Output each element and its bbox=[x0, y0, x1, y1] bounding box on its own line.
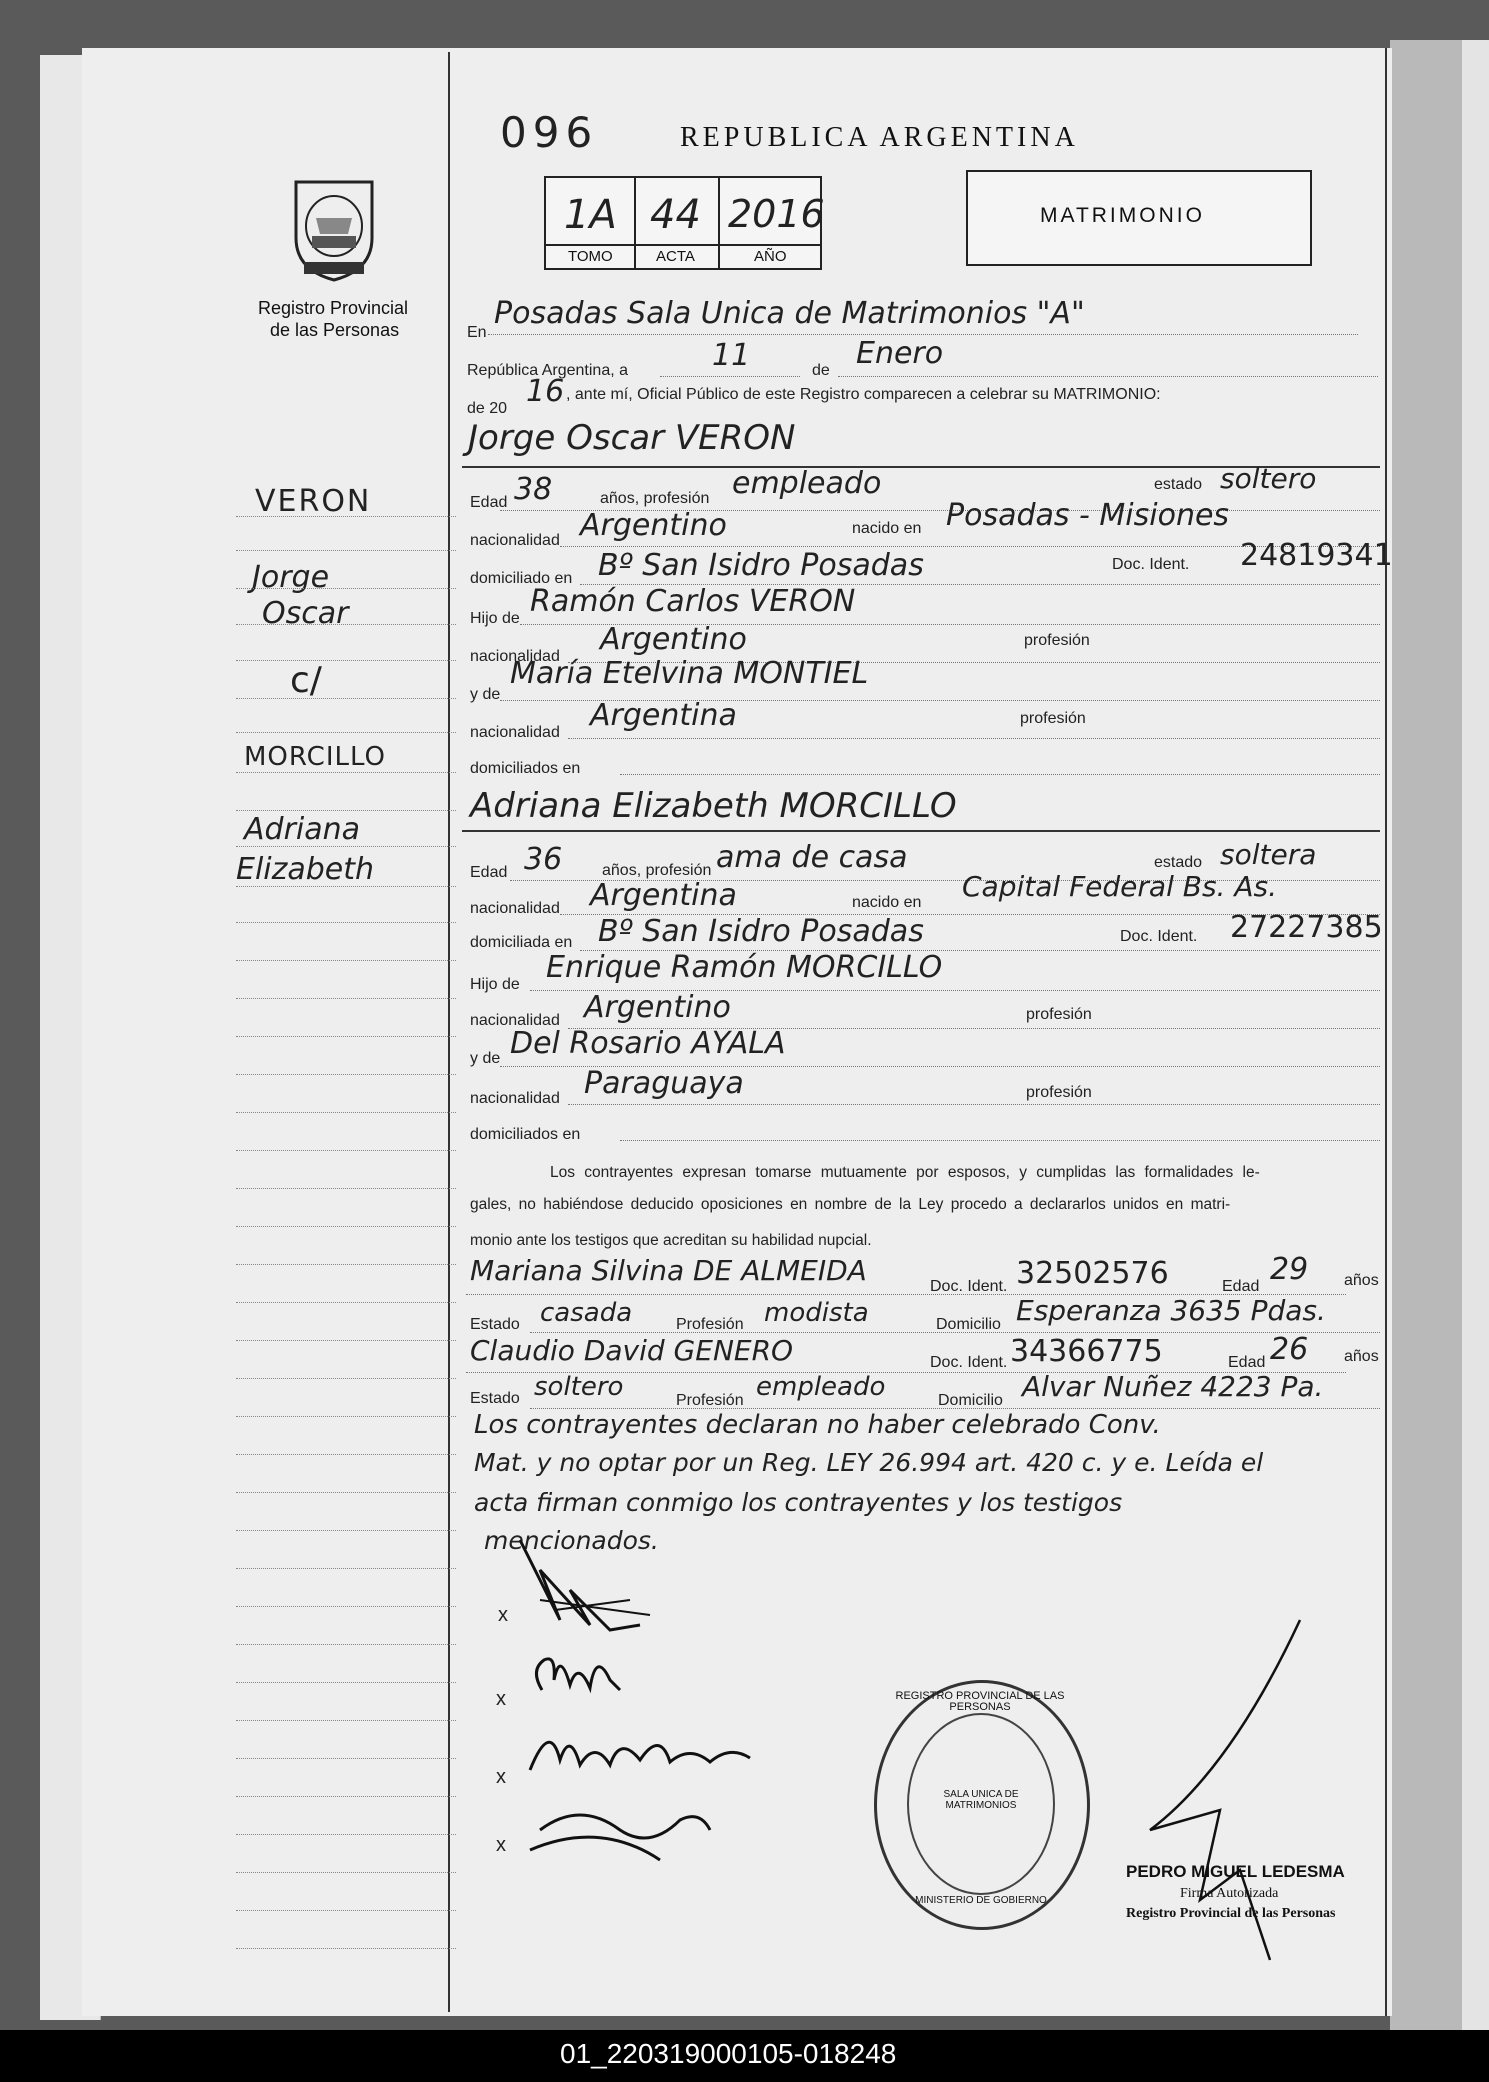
witness-1-profession: modista bbox=[764, 1298, 869, 1328]
groom-mother-profesion-label: profesión bbox=[1020, 710, 1086, 727]
bride-estado-label: estado bbox=[1154, 854, 1203, 871]
groom-edad-label: Edad bbox=[470, 494, 508, 511]
groom-profession: empleado bbox=[732, 466, 882, 501]
signature-mark-2: x bbox=[496, 1688, 506, 1710]
official-title: Firma Autorizada bbox=[1180, 1886, 1279, 1901]
bride-address: Bº San Isidro Posadas bbox=[598, 914, 924, 949]
bride-father-nationality: Argentino bbox=[584, 990, 731, 1025]
intro-place: Posadas Sala Unica de Matrimonios "A" bbox=[494, 296, 1085, 331]
stamp-outer-text: REGISTRO PROVINCIAL DE LAS PERSONAS bbox=[895, 1690, 1065, 1713]
witness-2-doc: 34366775 bbox=[1010, 1334, 1163, 1369]
witness-1-estado-label: Estado bbox=[470, 1316, 520, 1333]
groom-anos-profesion-label: años, profesión bbox=[600, 490, 710, 507]
groom-father: Ramón Carlos VERON bbox=[530, 584, 856, 619]
margin-given-2: Oscar bbox=[262, 596, 349, 631]
bride-profession: ama de casa bbox=[716, 840, 908, 875]
right-border bbox=[1385, 48, 1387, 2016]
intro-republica-label: República Argentina, a bbox=[467, 362, 628, 379]
ano-value: 2016 bbox=[728, 192, 825, 236]
bride-mother-nationality: Paraguaya bbox=[584, 1066, 744, 1101]
signature-mark-3: x bbox=[496, 1766, 506, 1788]
witness-1-domicilio-label: Domicilio bbox=[936, 1316, 1001, 1333]
bride-age: 36 bbox=[524, 842, 563, 877]
groom-hijo-label: Hijo de bbox=[470, 610, 520, 627]
witness-1-profesion-label: Profesión bbox=[676, 1316, 744, 1333]
notes-line-4: mencionados. bbox=[484, 1526, 659, 1555]
ano-label: AÑO bbox=[754, 248, 787, 265]
witness-2-profession: empleado bbox=[756, 1372, 886, 1402]
stamp-bottom-text: MINISTERIO DE GOBIERNO bbox=[915, 1895, 1047, 1906]
groom-nationality: Argentino bbox=[580, 508, 727, 543]
witness-2-address: Alvar Nuñez 4223 Pa. bbox=[1022, 1370, 1324, 1403]
bride-edad-label: Edad bbox=[470, 864, 508, 881]
bride-mother-profesion-label: profesión bbox=[1026, 1084, 1092, 1101]
bride-status: soltera bbox=[1220, 838, 1317, 871]
margin-given-4: Elizabeth bbox=[236, 852, 375, 887]
bride-father-profesion-label: profesión bbox=[1026, 1006, 1092, 1023]
official-stamp bbox=[874, 1680, 1090, 1930]
bride-father-nac-label: nacionalidad bbox=[470, 1012, 560, 1029]
bride-hijo-label: Hijo de bbox=[470, 976, 520, 993]
declaration-line-3: monio ante los testigos que acreditan su habilidad nupcial. bbox=[470, 1232, 872, 1249]
groom-mother-nac-label: nacionalidad bbox=[470, 724, 560, 741]
witness-1-status: casada bbox=[540, 1298, 633, 1328]
witness-1-age: 29 bbox=[1270, 1252, 1309, 1287]
witness-1-doc-label: Doc. Ident. bbox=[930, 1278, 1008, 1295]
groom-estado-label: estado bbox=[1154, 476, 1203, 493]
groom-domiciliados-label: domiciliados en bbox=[470, 760, 581, 777]
bride-doc-label: Doc. Ident. bbox=[1120, 928, 1198, 945]
declaration-line-2: gales, no habiéndose deducido oposiciones en nombre de la Ley procedo a declararlos unidos en matri- bbox=[470, 1196, 1231, 1213]
groom-father-nac-label: nacionalidad bbox=[470, 648, 560, 665]
tomo-acta-ano-box bbox=[544, 176, 825, 270]
bride-doc: 27227385 bbox=[1230, 910, 1383, 945]
witness-1-address: Esperanza 3635 Pdas. bbox=[1016, 1294, 1326, 1327]
witness-2-doc-label: Doc. Ident. bbox=[930, 1354, 1008, 1371]
left-column-border bbox=[448, 52, 450, 2012]
tomo-value: 1A bbox=[564, 192, 617, 238]
registry-name-line1: Registro Provincial bbox=[258, 298, 409, 318]
intro-day: 11 bbox=[712, 338, 751, 373]
witness-1-doc: 32502576 bbox=[1016, 1256, 1169, 1291]
bride-domiciliada-label: domiciliada en bbox=[470, 934, 573, 951]
witness-1-edad-label: Edad bbox=[1222, 1278, 1260, 1295]
signature-mark-4: x bbox=[496, 1834, 506, 1856]
groom-father-profesion-label: profesión bbox=[1024, 632, 1090, 649]
official-office: Registro Provincial de las Personas bbox=[1126, 1906, 1336, 1921]
intro-de-label: de bbox=[812, 362, 830, 379]
witness-2-status: soltero bbox=[534, 1372, 624, 1402]
intro-text: , ante mí, Oficial Público de este Registro comparecen a celebrar su MATRIMONIO: bbox=[566, 386, 1161, 403]
footer-file-id: 01_220319000105-018248 bbox=[560, 2038, 897, 2069]
groom-nacionalidad-label: nacionalidad bbox=[470, 532, 560, 549]
bride-birthplace: Capital Federal Bs. As. bbox=[962, 870, 1277, 903]
margin-given-1: Jorge bbox=[252, 560, 330, 595]
groom-nacido-label: nacido en bbox=[852, 520, 922, 537]
groom-mother: María Etelvina MONTIEL bbox=[510, 656, 869, 691]
matrimonio-box bbox=[966, 170, 1312, 266]
page-number: 096 bbox=[500, 108, 599, 157]
bride-nacionalidad-label: nacionalidad bbox=[470, 900, 560, 917]
bride-anos-profesion-label: años, profesión bbox=[602, 862, 712, 879]
witness-1-anos-label: años bbox=[1344, 1272, 1379, 1289]
witness-2-name: Claudio David GENERO bbox=[470, 1334, 794, 1367]
groom-yde-label: y de bbox=[470, 686, 501, 703]
witness-1-name: Mariana Silvina DE ALMEIDA bbox=[470, 1254, 867, 1287]
intro-en-label: En bbox=[467, 324, 487, 341]
intro-year-prefix: de 20 bbox=[467, 400, 508, 417]
bride-mother: Del Rosario AYALA bbox=[510, 1026, 786, 1061]
witness-2-domicilio-label: Domicilio bbox=[938, 1392, 1003, 1409]
bride-nacido-label: nacido en bbox=[852, 894, 922, 911]
margin-given-3: Adriana bbox=[244, 812, 361, 847]
acta-label: ACTA bbox=[656, 248, 695, 265]
groom-address: Bº San Isidro Posadas bbox=[598, 548, 924, 583]
groom-status: soltero bbox=[1220, 462, 1317, 495]
matrimonio-label: MATRIMONIO bbox=[1040, 204, 1205, 227]
witness-2-edad-label: Edad bbox=[1228, 1354, 1266, 1371]
bride-father: Enrique Ramón MORCILLO bbox=[546, 950, 943, 985]
groom-father-nationality: Argentino bbox=[600, 622, 747, 657]
intro-year-suffix: 16 bbox=[526, 374, 565, 409]
declaration-line-1: Los contrayentes expresan tomarse mutuamente por esposos, y cumplidas las formalidades le- bbox=[550, 1164, 1260, 1181]
margin-surname: VERON bbox=[255, 484, 372, 519]
official-name: PEDRO MIGUEL LEDESMA bbox=[1126, 1862, 1345, 1881]
intro-month: Enero bbox=[856, 336, 944, 371]
provincial-seal bbox=[290, 178, 378, 282]
signature-mark-1: x bbox=[498, 1604, 508, 1626]
stamp-inner-text: SALA UNICA DE MATRIMONIOS bbox=[943, 1789, 1019, 1811]
groom-age: 38 bbox=[514, 472, 553, 507]
groom-birthplace: Posadas - Misiones bbox=[946, 498, 1230, 533]
bride-mother-nac-label: nacionalidad bbox=[470, 1090, 560, 1107]
groom-doc-label: Doc. Ident. bbox=[1112, 556, 1190, 573]
notes-line-2: Mat. y no optar por un Reg. LEY 26.994 art. 420 c. y e. Leída el bbox=[474, 1448, 1264, 1477]
margin-surname-2: MORCILLO bbox=[244, 742, 386, 772]
book-spine-right bbox=[1462, 40, 1489, 2030]
witness-2-age: 26 bbox=[1270, 1332, 1309, 1367]
bride-name: Adriana Elizabeth MORCILLO bbox=[470, 786, 957, 826]
groom-domiciliado-label: domiciliado en bbox=[470, 570, 573, 587]
margin-connector: c/ bbox=[290, 660, 322, 701]
witness-2-profesion-label: Profesión bbox=[676, 1392, 744, 1409]
groom-mother-nationality: Argentina bbox=[590, 698, 737, 733]
country-title: REPUBLICA ARGENTINA bbox=[680, 122, 1079, 153]
notes-line-1: Los contrayentes declaran no haber celebrado Conv. bbox=[474, 1410, 1161, 1440]
witness-2-estado-label: Estado bbox=[470, 1390, 520, 1407]
bride-nationality: Argentina bbox=[590, 878, 737, 913]
bride-yde-label: y de bbox=[470, 1050, 501, 1067]
notes-line-3: acta firman conmigo los contrayentes y los testigos bbox=[474, 1488, 1123, 1517]
tomo-label: TOMO bbox=[568, 248, 613, 265]
signature-scribbles bbox=[500, 1530, 800, 1900]
groom-doc: 24819341 bbox=[1240, 538, 1393, 573]
groom-name: Jorge Oscar VERON bbox=[468, 418, 796, 458]
acta-value: 44 bbox=[650, 192, 701, 238]
registry-name-line2: de las Personas bbox=[270, 320, 400, 340]
witness-2-anos-label: años bbox=[1344, 1348, 1379, 1365]
bride-domiciliados-label: domiciliados en bbox=[470, 1126, 581, 1143]
